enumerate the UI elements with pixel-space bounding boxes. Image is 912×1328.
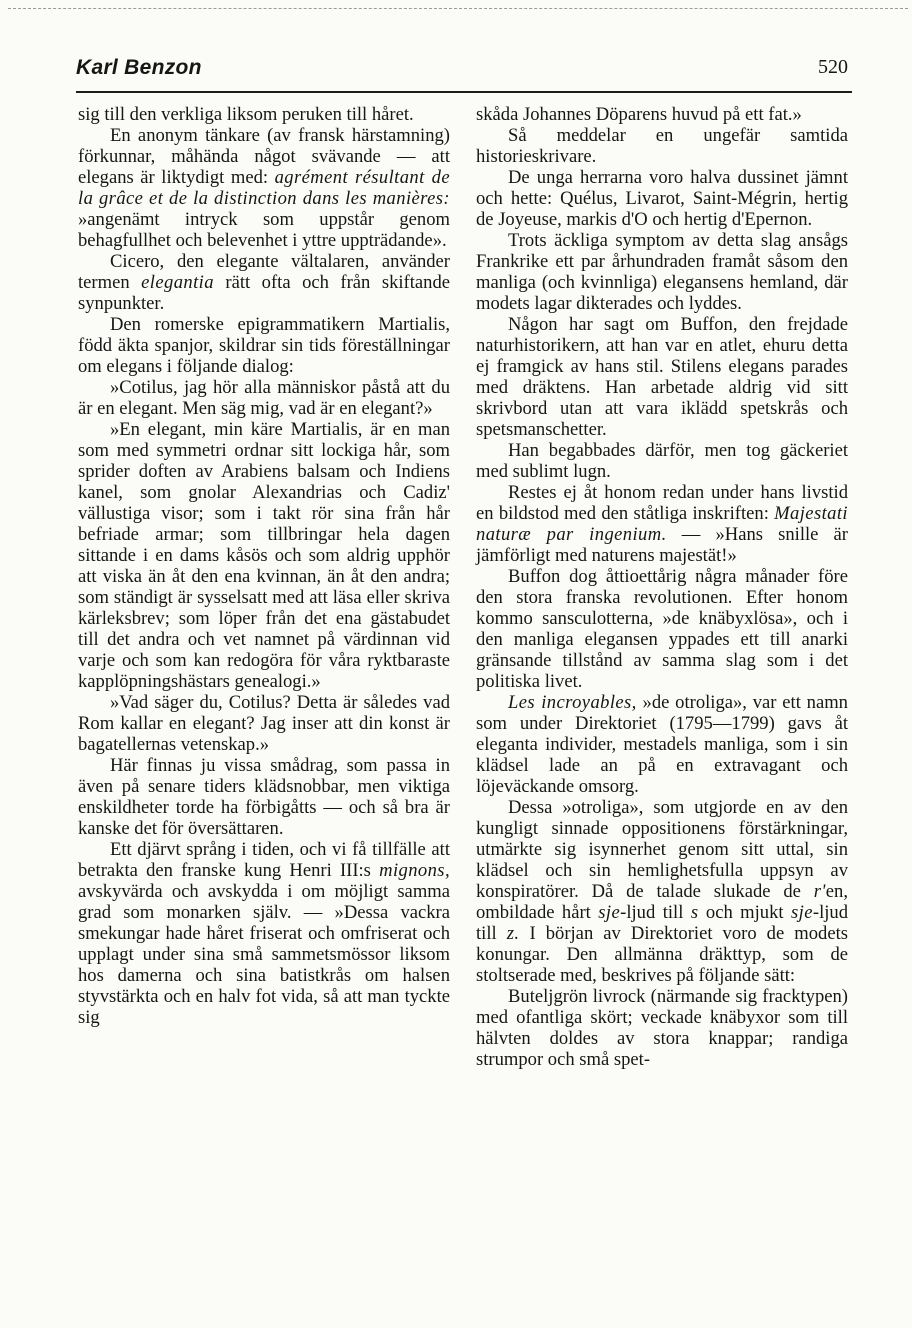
right-text-column (476, 104, 848, 1070)
italic-phrase: agrément résultant de la grâce et de la distinction dans les manières: (78, 167, 450, 209)
italic-phrase: Les incroyables, (508, 692, 637, 713)
paragraph (78, 125, 450, 251)
italic-phrase: sje (791, 902, 813, 923)
paragraph (476, 797, 848, 986)
paragraph (78, 839, 450, 1028)
text-run: Dessa »otroliga», som utgjorde en av den kungligt sinnade oppositionens förstärkningar, utmärkte sig isynnerhet genom sitt uttal, sin klädsel och sin hemlighetsfulla uppsyn av konspiratörer. Då de talade slukade de (476, 797, 848, 902)
text-run: en, ombildade hårt (476, 881, 848, 923)
paragraph: Den romerske epigrammatikern Martialis, född äkta spanjor, skildrar sin tids föreställningar om elegans i följande dialog: (78, 314, 450, 377)
text-run: -ljud till (620, 902, 691, 923)
paragraph: Buffon dog åttioettårig några månader före den stora franska revolutionen. Efter honom kommo sansculotterna, »de knäbyxlösa», och i den manliga elegansen yppades ett till anarki gränsande tillstånd av samma slag som i det politiska livet. (476, 566, 848, 692)
text-run: Restes ej åt honom redan under hans livstid en bildstod med den ståtliga inskriften: (476, 482, 848, 524)
paragraph: »Cotilus, jag hör alla människor påstå att du är en elegant. Men säg mig, vad är en elegant?» (78, 377, 450, 419)
text-run: En anonym tänkare (av fransk härstamning) förkunnar, måhända något svävande — att elegans är liktydigt med: (78, 125, 450, 188)
top-edge-line (8, 8, 908, 9)
text-run: Ett djärvt språng i tiden, och vi få tillfälle att betrakta den franske kung Henri III:s (78, 839, 450, 881)
paragraph (476, 482, 848, 566)
paragraph: Han begabbades därför, men tog gäckeriet med sublimt lugn. (476, 440, 848, 482)
italic-phrase: elegantia (141, 272, 214, 293)
paragraph: sig till den verkliga liksom peruken till håret. (78, 104, 414, 125)
italic-phrase: sje (598, 902, 621, 923)
paragraph: »Vad säger du, Cotilus? Detta är således vad Rom kallar en elegant? Jag inser att din konst är bagatellernas vetenskap.» (78, 692, 450, 755)
paragraph: »En elegant, min käre Martialis, är en man som med symmetri ordnar sitt lockiga hår, som sprider doften av Arabiens balsam och Indiens kanel, som gnolar Alexandrias och Cadiz' vällustiga visor; som i takt rör sina från hår befriade armar; som tillbringar hela dagen sittande i en dams kåsös och som aldrig upphör att viska än åt den ena kvinnan, än åt den andra; som ständigt är sysselsatt med att läsa eller skriva kärleksbrev; som löper från det ena gästabudet till det andra och vet namnet på värdinnan vid varje och som kan redogöra för våra ryktbaraste kapplöpningshästars genealogi.» (78, 419, 450, 692)
italic-phrase: s (690, 902, 699, 923)
paragraph: Någon har sagt om Buffon, den frejdade naturhistorikern, att han var en atlet, ehuru detta ej framgick av hans stil. Stilens elegans parades med dräktens. Han arbetade aldrig vid sitt skrivbord utan att vara iklädd spetskrås och spetsmanschetter. (476, 314, 848, 440)
text-run: I början av Direktoriet voro de modets konungar. Den allmänna dräkttyp, som de stoltserade med, beskrives på följande sätt: (476, 923, 849, 986)
paragraph: Buteljgrön livrock (närmande sig fracktypen) med ofantliga skört; veckade knäbyxor som till hälvten doldes av stora knappar; randiga strumpor och små spet- (476, 986, 848, 1070)
header-rule (76, 91, 852, 93)
text-run: — »Hans snille är jämförligt med naturens majestät!» (476, 524, 848, 566)
text-run: »angenämt intryck som uppstår genom behagfullhet och belevenhet i yttre uppträdande». (78, 209, 450, 251)
text-run: -ljud till (476, 902, 848, 944)
running-head-author: Karl Benzon (76, 56, 202, 79)
italic-phrase: z. (506, 923, 520, 944)
paragraph (78, 251, 450, 314)
page-number: 520 (818, 56, 848, 78)
text-run: avskyvärda och avskydda i om möjligt samma grad som monarken själv. — »Dessa vackra smekungar hade håret friserat och omfriserat och upplagt under sina små sammetsmössor liksom hos damerna och sina batistkrås om halsen styvstärkta och en halv fot vida, så att man tyckte sig (78, 881, 450, 1028)
italic-phrase: mignons, (379, 860, 450, 881)
paragraph: Trots äckliga symptom av detta slag ansågs Frankrike ett par århundraden framåt såsom den manliga (och kvinnliga) elegansens hemland, där modets lagar dikterades och lyddes. (476, 230, 848, 314)
text-run: »de otroliga», var ett namn som under Direktoriet (1795—1799) gavs åt eleganta individer, mestadels manliga, som i sin klädsel lade an på en extravagant och löjeväckande omsorg. (476, 692, 848, 797)
left-text-column (78, 104, 450, 1028)
italic-phrase: r' (813, 881, 826, 902)
paragraph (476, 692, 848, 797)
text-run: och mjukt (698, 902, 792, 923)
paragraph: Så meddelar en ungefär samtida historieskrivare. (476, 125, 848, 167)
italic-phrase: Majestati naturæ par ingenium. (476, 503, 848, 545)
paragraph: skåda Johannes Döparens huvud på ett fat.» (476, 104, 802, 125)
text-run: rätt ofta och från skiftande synpunkter. (78, 272, 450, 314)
running-header (76, 54, 852, 90)
text-run: Cicero, den elegante vältalaren, använder termen (78, 251, 450, 293)
paragraph: Här finnas ju vissa smådrag, som passa in även på senare tiders klädsnobbar, men viktiga enskildheter torde ha förbigåtts — och så bra är kanske det för översättaren. (78, 755, 450, 839)
paragraph: De unga herrarna voro halva dussinet jämnt och hette: Quélus, Livarot, Saint-Mégrin, hertig de Joyeuse, markis d'O och hertig d'Epernon. (476, 167, 848, 230)
